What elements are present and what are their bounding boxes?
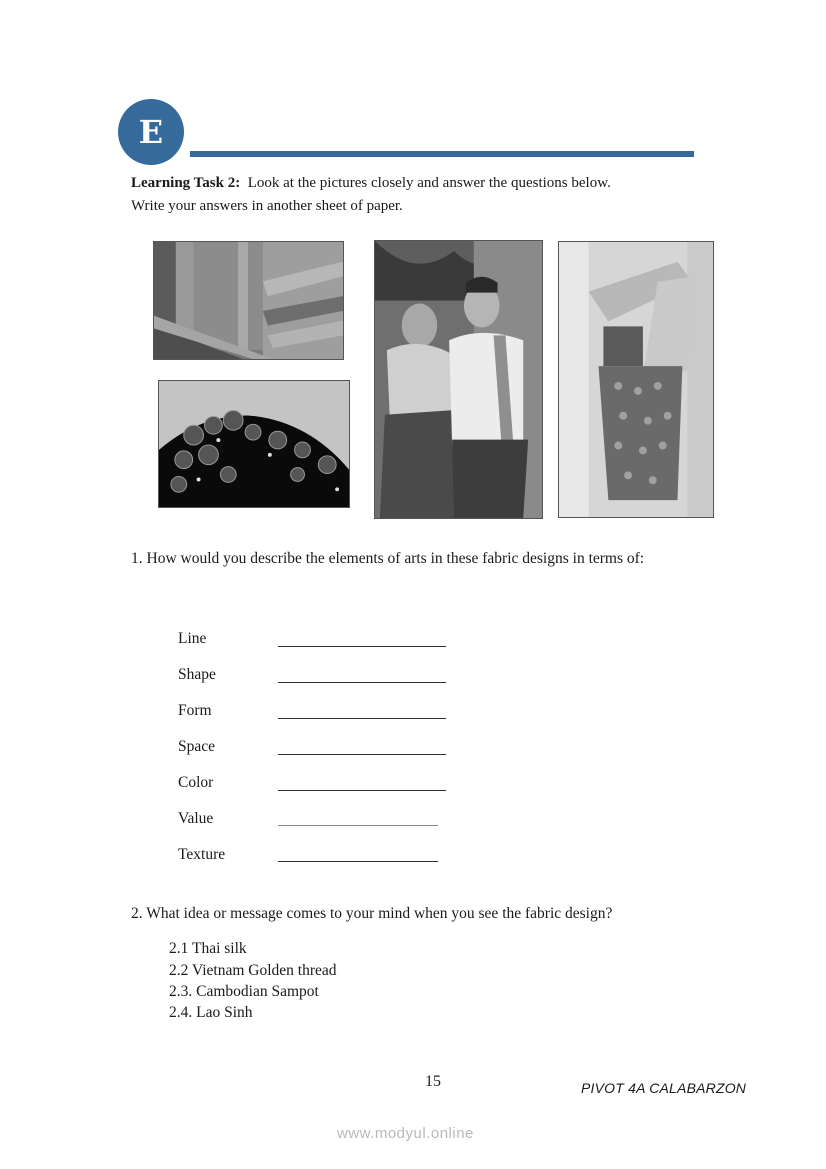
answer-blank-texture — [278, 861, 438, 862]
element-label-line: Line — [178, 630, 207, 647]
publisher-footer: PIVOT 4A CALABARZON — [581, 1080, 747, 1096]
question-1: 1. How would you describe the elements of arts in these fabric designs in terms of: — [131, 550, 645, 567]
answer-blank-space — [278, 754, 446, 755]
element-label-texture: Texture — [178, 846, 226, 863]
answer-blank-shape — [278, 682, 446, 683]
sub-item-vietnam-golden-thread: 2.2 Vietnam Golden thread — [169, 962, 337, 979]
answer-blank-value — [278, 825, 438, 826]
picture-lao-sinh — [558, 241, 714, 518]
element-label-form: Form — [178, 702, 212, 719]
section-badge — [118, 99, 184, 165]
element-label-shape: Shape — [178, 666, 216, 683]
sub-item-thai-silk: 2.1 Thai silk — [169, 940, 247, 957]
element-label-color: Color — [178, 774, 214, 791]
task-instruction-line2: Write your answers in another sheet of paper. — [131, 198, 403, 214]
element-label-space: Space — [178, 738, 216, 755]
question-2: 2. What idea or message comes to your mind when you see the fabric design? — [131, 905, 613, 922]
sub-item-lao-sinh: 2.4. Lao Sinh — [169, 1004, 253, 1021]
answer-blank-line — [278, 646, 446, 647]
answer-blank-color — [278, 790, 446, 791]
picture-cambodian-sampot — [374, 240, 543, 519]
element-label-value: Value — [178, 810, 214, 827]
sub-item-cambodian-sampot: 2.3. Cambodian Sampot — [169, 983, 319, 1000]
picture-vietnam-golden-thread — [158, 380, 350, 508]
task-instruction — [131, 172, 741, 218]
picture-thai-silk — [153, 241, 344, 360]
page-number: 15 — [425, 1073, 441, 1090]
answer-blank-form — [278, 718, 446, 719]
watermark: www.modyul.online — [337, 1125, 474, 1142]
section-header-rule — [190, 151, 694, 157]
section-letter: E — [138, 113, 164, 151]
task-instruction-text: Look at the pictures closely and answer the questions below. — [247, 175, 611, 191]
task-label: Learning Task 2: — [131, 175, 241, 191]
